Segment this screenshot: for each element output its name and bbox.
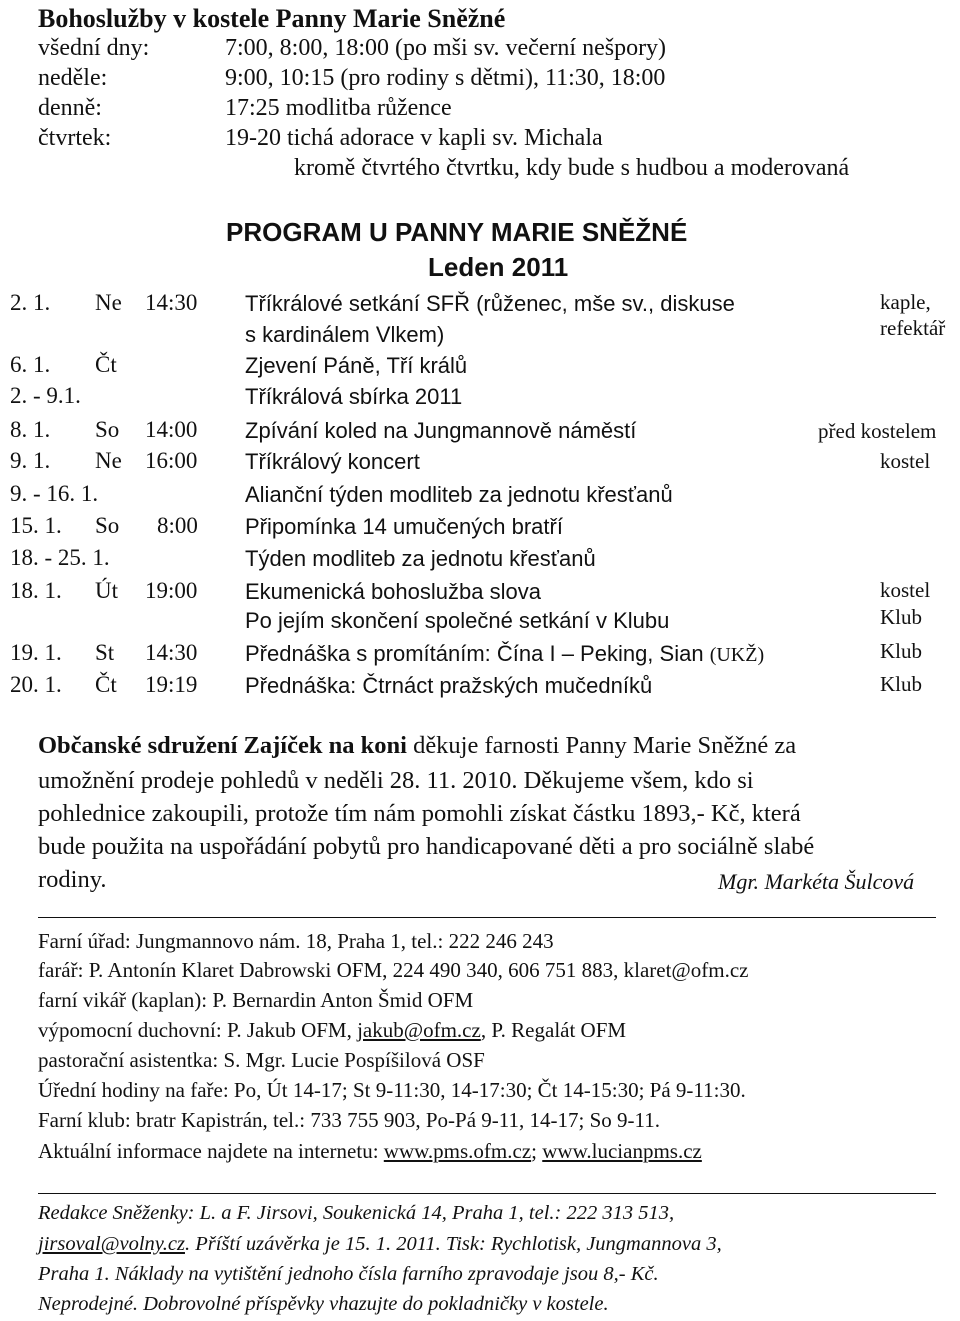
parish-vicar: farní vikář (kaplan): P. Bernardin Anton Šmid OFM bbox=[38, 988, 474, 1012]
pastoral-assistant: pastorační asistentka: S. Mgr. Lucie Pospíšilová OSF bbox=[38, 1048, 485, 1072]
event-title: Přednáška: Čtrnáct pražských mučedníků bbox=[245, 673, 653, 698]
event-place: před kostelem bbox=[818, 419, 937, 443]
event-date: 6. 1. bbox=[10, 352, 51, 377]
editorial-line: Neprodejné. Dobrovolné příspěvky vhazujte do pokladničky v kostele. bbox=[38, 1293, 609, 1315]
event-title-text: Přednáška s promítáním: Čína I – Peking, Sian bbox=[245, 641, 704, 666]
event-title bbox=[245, 641, 764, 667]
web-info-text: Aktuální informace najdete na internetu: bbox=[38, 1139, 384, 1163]
event-place: kostel bbox=[880, 578, 931, 602]
editorial-text: . Příští uzávěrka je 15. 1. 2011. Tisk: Rychlotisk, Jungmannova 3, bbox=[184, 1233, 722, 1255]
event-date: 18. 1. bbox=[10, 578, 62, 603]
event-day: Čt bbox=[95, 672, 117, 697]
event-place: Klub bbox=[880, 639, 922, 663]
services-value: 9:00, 10:15 (pro rodiny s dětmi), 11:30, 18:00 bbox=[225, 65, 666, 91]
assisting-clergy-text: výpomocní duchovní: P. Jakub OFM, bbox=[38, 1018, 358, 1042]
divider bbox=[38, 1193, 936, 1194]
event-date: 2. - 9.1. bbox=[10, 383, 81, 408]
event-title: Tříkrálový koncert bbox=[245, 449, 420, 474]
event-date: 9. 1. bbox=[10, 448, 51, 473]
event-title: Zpívání koled na Jungmannově náměstí bbox=[245, 418, 637, 443]
event-place: Klub bbox=[880, 672, 922, 696]
event-time: 14:30 bbox=[145, 640, 198, 665]
thanks-line: umožnění prodeje pohledů v neděli 28. 11. 2010. Děkujeme všem, kdo si bbox=[38, 767, 754, 794]
program-title: PROGRAM U PANNY MARIE SNĚŽNÉ bbox=[226, 217, 688, 247]
web-separator: ; bbox=[531, 1139, 543, 1163]
services-value: 17:25 modlitba růžence bbox=[225, 95, 452, 121]
event-day: Ne bbox=[95, 290, 122, 315]
assisting-clergy bbox=[38, 1018, 626, 1043]
office-hours: Úřední hodiny na faře: Po, Út 14-17; St 9-11:30, 14-17:30; Čt 14-15:30; Pá 9-11:30. bbox=[38, 1078, 746, 1102]
event-title: Alianční týden modliteb za jednotu křesťanů bbox=[245, 482, 673, 507]
event-date: 18. - 25. 1. bbox=[10, 545, 110, 570]
editorial-email-link[interactable]: jirsoval@volny.cz bbox=[38, 1233, 185, 1255]
event-day: Čt bbox=[95, 352, 117, 377]
thanks-line: bude použita na uspořádání pobytů pro handicapované děti a pro sociálně slabé bbox=[38, 833, 815, 860]
event-time: 14:30 bbox=[145, 290, 198, 315]
lucianpms-web-link[interactable]: www.lucianpms.cz bbox=[542, 1139, 702, 1163]
event-place: kostel bbox=[880, 449, 931, 473]
event-day: Ne bbox=[95, 448, 122, 473]
editorial-line bbox=[38, 1233, 722, 1256]
event-date: 19. 1. bbox=[10, 640, 62, 665]
event-time: 19:19 bbox=[145, 672, 198, 697]
event-date: 8. 1. bbox=[10, 417, 51, 442]
event-title: Tříkrálové setkání SFŘ (růženec, mše sv., diskuse bbox=[245, 291, 735, 316]
program-subtitle: Leden 2011 bbox=[428, 252, 569, 282]
signature: Mgr. Markéta Šulcová bbox=[718, 869, 915, 894]
event-date: 9. - 16. 1. bbox=[10, 481, 99, 506]
event-title: Tříkrálová sbírka 2011 bbox=[245, 384, 463, 409]
event-date: 15. 1. bbox=[10, 513, 62, 538]
services-value: 7:00, 8:00, 18:00 (po mši sv. večerní nešpory) bbox=[225, 35, 667, 61]
event-place-continued: Klub bbox=[880, 605, 922, 629]
services-label: denně: bbox=[38, 95, 102, 121]
event-date: 2. 1. bbox=[10, 290, 51, 315]
event-title: Ekumenická bohoslužba slova bbox=[245, 579, 541, 604]
web-info bbox=[38, 1139, 702, 1164]
event-suffix: (UKŽ) bbox=[709, 644, 765, 666]
divider bbox=[38, 917, 936, 918]
services-title: Bohoslužby v kostele Panny Marie Sněžné bbox=[38, 4, 506, 33]
event-place-continued: refektář bbox=[880, 316, 946, 340]
parish-club: Farní klub: bratr Kapistrán, tel.: 733 755 903, Po-Pá 9-11, 14-17; So 9-11. bbox=[38, 1108, 660, 1132]
editorial-line: Redakce Sněženky: L. a F. Jirsovi, Soukenická 14, Praha 1, tel.: 222 313 513, bbox=[38, 1202, 675, 1224]
thanks-line bbox=[38, 728, 796, 763]
services-note: kromě čtvrtého čtvrtku, kdy bude s hudbou a moderovaná bbox=[294, 155, 850, 181]
jakub-email-link[interactable]: jakub@ofm.cz bbox=[357, 1018, 481, 1042]
services-label: neděle: bbox=[38, 65, 108, 91]
thanks-line: rodiny. bbox=[38, 866, 107, 893]
event-day: Út bbox=[95, 578, 118, 603]
services-label: čtvrtek: bbox=[38, 125, 112, 151]
event-time: 8:00 bbox=[157, 513, 198, 538]
editorial-line: Praha 1. Náklady na vytištění jednoho čísla farního zpravodaje jsou 8,- Kč. bbox=[38, 1263, 659, 1285]
event-day: So bbox=[95, 513, 120, 538]
services-label: všední dny: bbox=[38, 35, 150, 61]
event-title: Zjevení Páně, Tří králů bbox=[245, 353, 468, 378]
thanks-text: děkuje farnosti Panny Marie Sněžné za bbox=[406, 732, 797, 759]
event-date: 20. 1. bbox=[10, 672, 62, 697]
event-day: So bbox=[95, 417, 120, 442]
association-name: Občanské sdružení Zajíček na koni bbox=[38, 732, 407, 759]
thanks-line: pohlednice zakoupili, protože tím nám pomohli získat částku 1893,- Kč, která bbox=[38, 800, 801, 827]
services-value: 19-20 tichá adorace v kapli sv. Michala bbox=[225, 125, 603, 151]
parish-priest: farář: P. Antonín Klaret Dabrowski OFM, 224 490 340, 606 751 883, klaret@ofm.cz bbox=[38, 958, 749, 982]
event-title: Připomínka 14 umučených bratří bbox=[245, 514, 563, 539]
pms-web-link[interactable]: www.pms.ofm.cz bbox=[383, 1139, 532, 1163]
event-time: 16:00 bbox=[145, 448, 198, 473]
event-title: Týden modliteb za jednotu křesťanů bbox=[245, 546, 596, 571]
event-title-continued: s kardinálem Vlkem) bbox=[245, 322, 445, 347]
event-title-continued: Po jejím skončení společné setkání v Klubu bbox=[245, 608, 670, 633]
event-day: St bbox=[95, 640, 115, 665]
event-place: kaple, bbox=[880, 290, 931, 314]
event-time: 19:00 bbox=[145, 578, 198, 603]
event-time: 14:00 bbox=[145, 417, 198, 442]
assisting-clergy-text: , P. Regalát OFM bbox=[480, 1018, 627, 1042]
parish-office: Farní úřad: Jungmannovo nám. 18, Praha 1, tel.: 222 246 243 bbox=[38, 929, 554, 953]
